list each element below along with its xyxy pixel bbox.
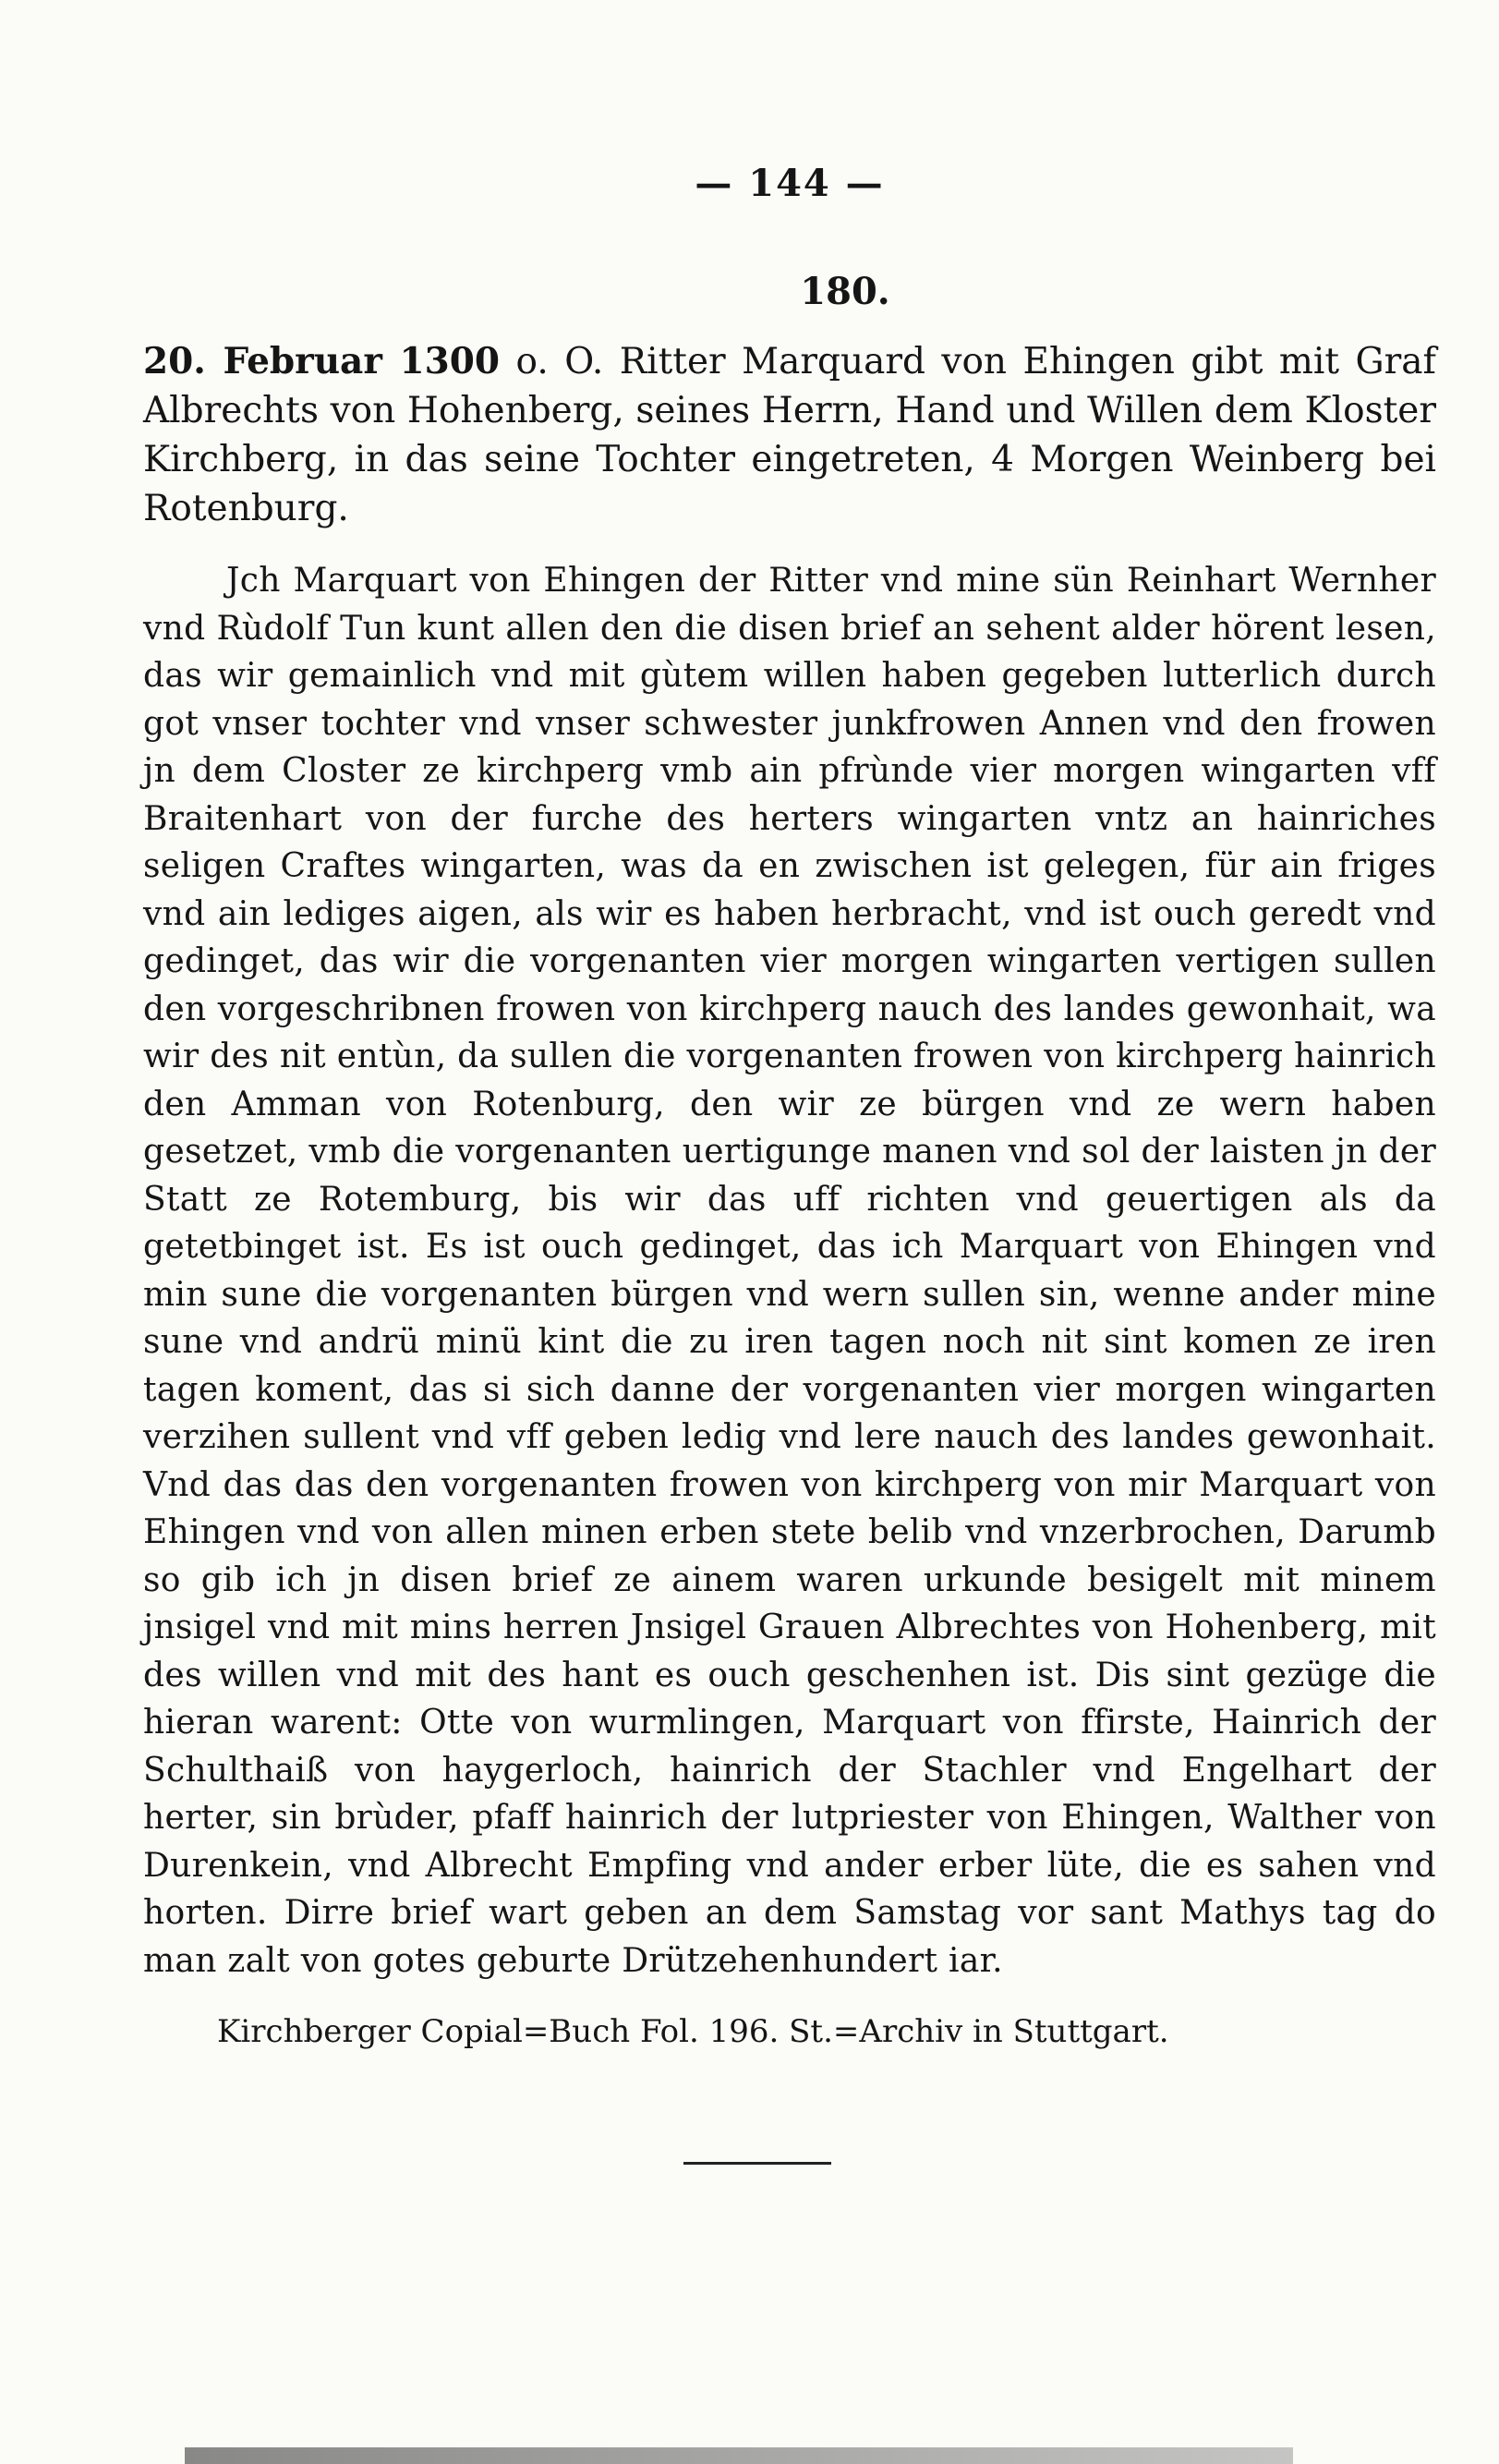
regest-date: 20. Februar 1300 <box>143 340 501 382</box>
regest-summary <box>143 337 1436 533</box>
source-citation: Kirchberger Copial=Buch Fol. 196. St.=Archiv in Stuttgart. <box>217 2013 1169 2050</box>
document-page <box>143 139 1436 2055</box>
regest-text: o. O. Ritter Marquard von Ehingen gibt mit Graf Albrechts von Hohenberg, seines Herrn, Hand und Willen dem Kloster Kirchberg, in das seine Tochter eingetreten, 4 Morgen Weinberg bei Rotenburg. <box>143 341 1436 529</box>
charter-text: Jch Marquart von Ehingen der Ritter vnd mine sün Reinhart Wernher vnd Rùdolf Tun kunt allen den die disen brief an sehent alder hörent lesen, das wir gemainlich vnd mit gùtem willen haben gegeben lutterlich durch got vnser tochter vnd vnser schwester junkfrowen Annen vnd den frowen jn dem Closter ze kirchperg vmb ain pfrùnde vier morgen wingarten vff Braitenhart von der furche des herters wingarten vntz an hainriches seligen Craftes wingarten, was da en zwischen ist gelegen, für ain friges vnd ain lediges aigen, als wir es haben herbracht, vnd ist ouch geredt vnd gedinget, das wir die vorgenanten vier morgen wingarten vertigen sullen den vorgeschribnen frowen von kirchperg nauch des landes gewonhait, wa wir des nit entùn, da sullen die vorgenanten frowen von kirchperg hainrich den Amman von Rotenburg, den wir ze bürgen vnd ze wern haben gesetzet, vmb die vorgenanten uertigunge manen vnd sol der laisten jn der Statt ze Rotemburg, bis wir das uff richten vnd geuertigen als da getetbinget ist. Es ist ouch gedinget, das ich Marquart von Ehingen vnd min sune die vorgenanten bürgen vnd wern sullen sin, wenne ander mine sune vnd andrü minü kint die zu iren tagen noch nit sint komen ze iren tagen koment, das si sich danne der vorgenanten vier morgen wingarten verzihen sullent vnd vff geben ledig vnd lere nauch des landes gewonhait. Vnd das das den vorgenanten frowen von kirchperg von mir Marquart von Ehingen vnd von allen minen erben stete belib vnd vnzerbrochen, Darumb so gib ich jn disen brief ze ainem waren urkunde besigelt mit minem jnsigel vnd mit mins herren Jnsigel Grauen Albrechtes von Hohenberg, mit des willen vnd mit des hant es ouch geschenhen ist. Dis sint gezüge die hieran warent: Otte von wurmlingen, Marquart von ffirste, Hainrich der Schulthaiß von haygerloch, hainrich der Stachler vnd Engelhart der herter, sin brùder, pfaff hainrich der lutpriester von Ehingen, Walther von Durenkein, vnd Albrecht Empfing vnd ander erber lüte, die es sahen vnd horten. Dirre brief wart geben an dem Samstag vor sant Mathys tag do man zalt von gotes geburte Drützehenhundert iar. <box>143 562 1436 1980</box>
document-number: 180. <box>800 270 890 313</box>
page-number: — 144 — <box>695 162 885 205</box>
closing-rule <box>683 2162 831 2165</box>
scan-edge-shadow <box>185 2447 1293 2464</box>
